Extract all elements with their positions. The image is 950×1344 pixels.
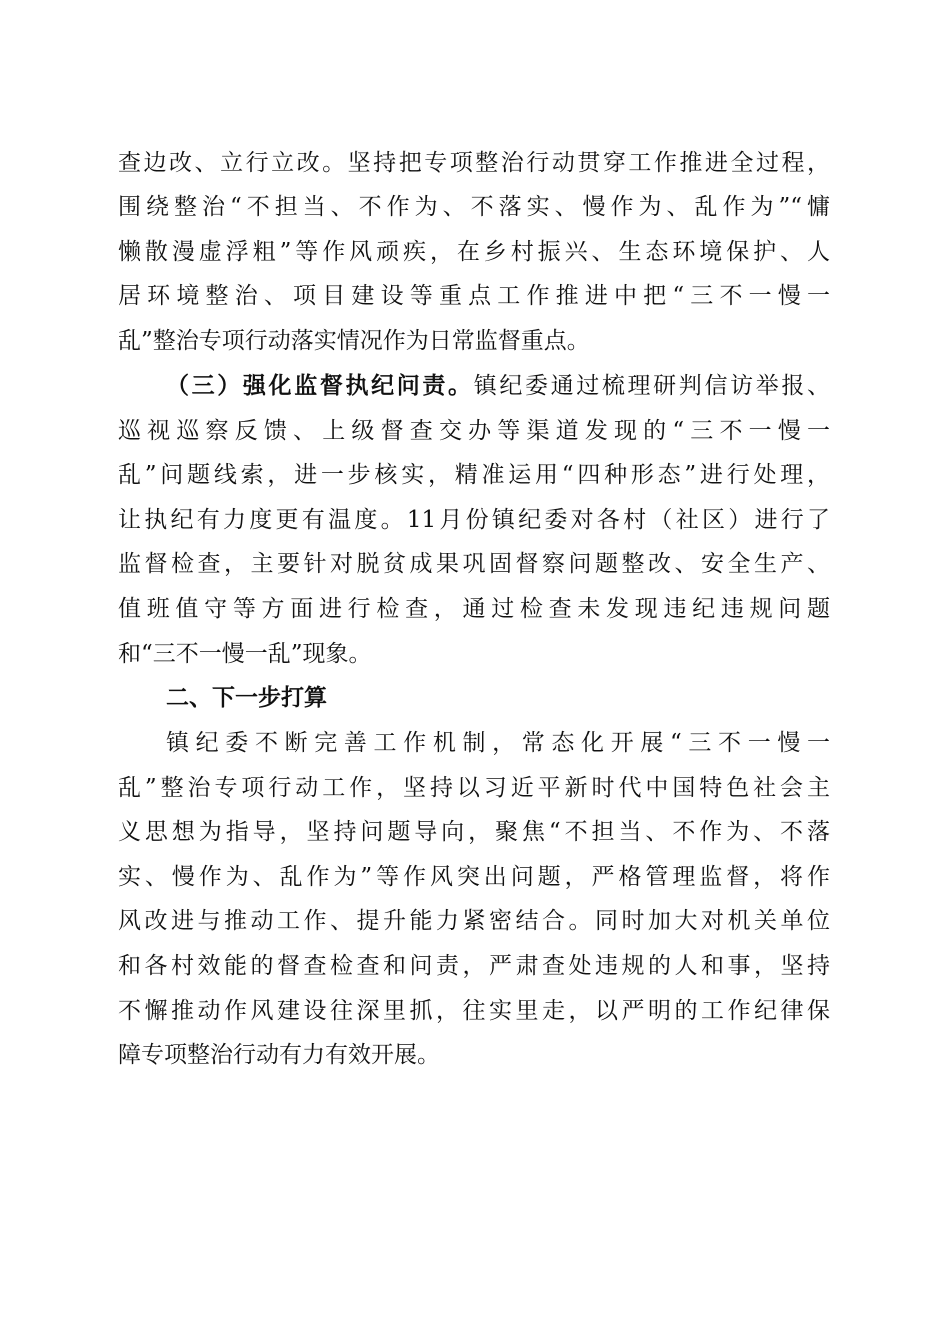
paragraph-2-line-5: 监督检查，主要针对脱贫成果巩固督察问题整改、安全生产、 bbox=[118, 551, 830, 577]
section-heading: 二、下一步打算 bbox=[166, 685, 327, 711]
paragraph-2-line-6: 值班值守等方面进行检查，通过检查未发现违纪违规问题 bbox=[118, 596, 830, 622]
paragraph-3-line-2: 乱”整治专项行动工作，坚持以习近平新时代中国特色社会主 bbox=[118, 775, 830, 801]
paragraph-2-line-7: 和“三不一慢一乱”现象。 bbox=[118, 641, 372, 667]
paragraph-2-line-4: 让执纪有力度更有温度。11月份镇纪委对各村（社区）进行了 bbox=[118, 507, 830, 533]
paragraph-3-line-3: 义思想为指导，坚持问题导向，聚焦“不担当、不作为、不落 bbox=[118, 819, 830, 845]
paragraph-2-heading: （三）强化监督执纪问责。 bbox=[166, 373, 474, 399]
paragraph-3-line-5: 风改进与推动工作、提升能力紧密结合。同时加大对机关单位 bbox=[118, 908, 830, 934]
paragraph-2-line-3: 乱”问题线索，进一步核实，精准运用“四种形态”进行处理， bbox=[118, 462, 830, 488]
paragraph-2-line-2: 巡视巡察反馈、上级督查交办等渠道发现的“三不一慢一 bbox=[118, 418, 830, 444]
paragraph-2-line-1-rest: 镇纪委通过梳理研判信访举报、 bbox=[473, 373, 831, 399]
paragraph-1-line-5: 乱”整治专项行动落实情况作为日常监督重点。 bbox=[118, 328, 590, 354]
paragraph-3-line-1: 镇纪委不断完善工作机制，常态化开展“三不一慢一 bbox=[166, 730, 830, 756]
paragraph-3-line-8: 障专项整治行动有力有效开展。 bbox=[118, 1042, 440, 1068]
paragraph-1-line-3: 懒散漫虚浮粗”等作风顽疾，在乡村振兴、生态环境保护、人 bbox=[118, 239, 830, 265]
paragraph-1-line-4: 居环境整治、项目建设等重点工作推进中把“三不一慢一 bbox=[118, 283, 830, 309]
paragraph-2-line-1 bbox=[166, 364, 830, 408]
paragraph-1-line-2: 围绕整治“不担当、不作为、不落实、慢作为、乱作为”“慵 bbox=[118, 194, 830, 220]
paragraph-1-line-1: 查边改、立行立改。坚持把专项整治行动贯穿工作推进全过程， bbox=[118, 150, 830, 176]
paragraph-3-line-4: 实、慢作为、乱作为”等作风突出问题，严格管理监督，将作 bbox=[118, 864, 830, 890]
paragraph-3-line-6: 和各村效能的督查检查和问责，严肃查处违规的人和事，坚持 bbox=[118, 953, 830, 979]
paragraph-3-line-7: 不懈推动作风建设往深里抓，往实里走，以严明的工作纪律保 bbox=[118, 998, 830, 1024]
